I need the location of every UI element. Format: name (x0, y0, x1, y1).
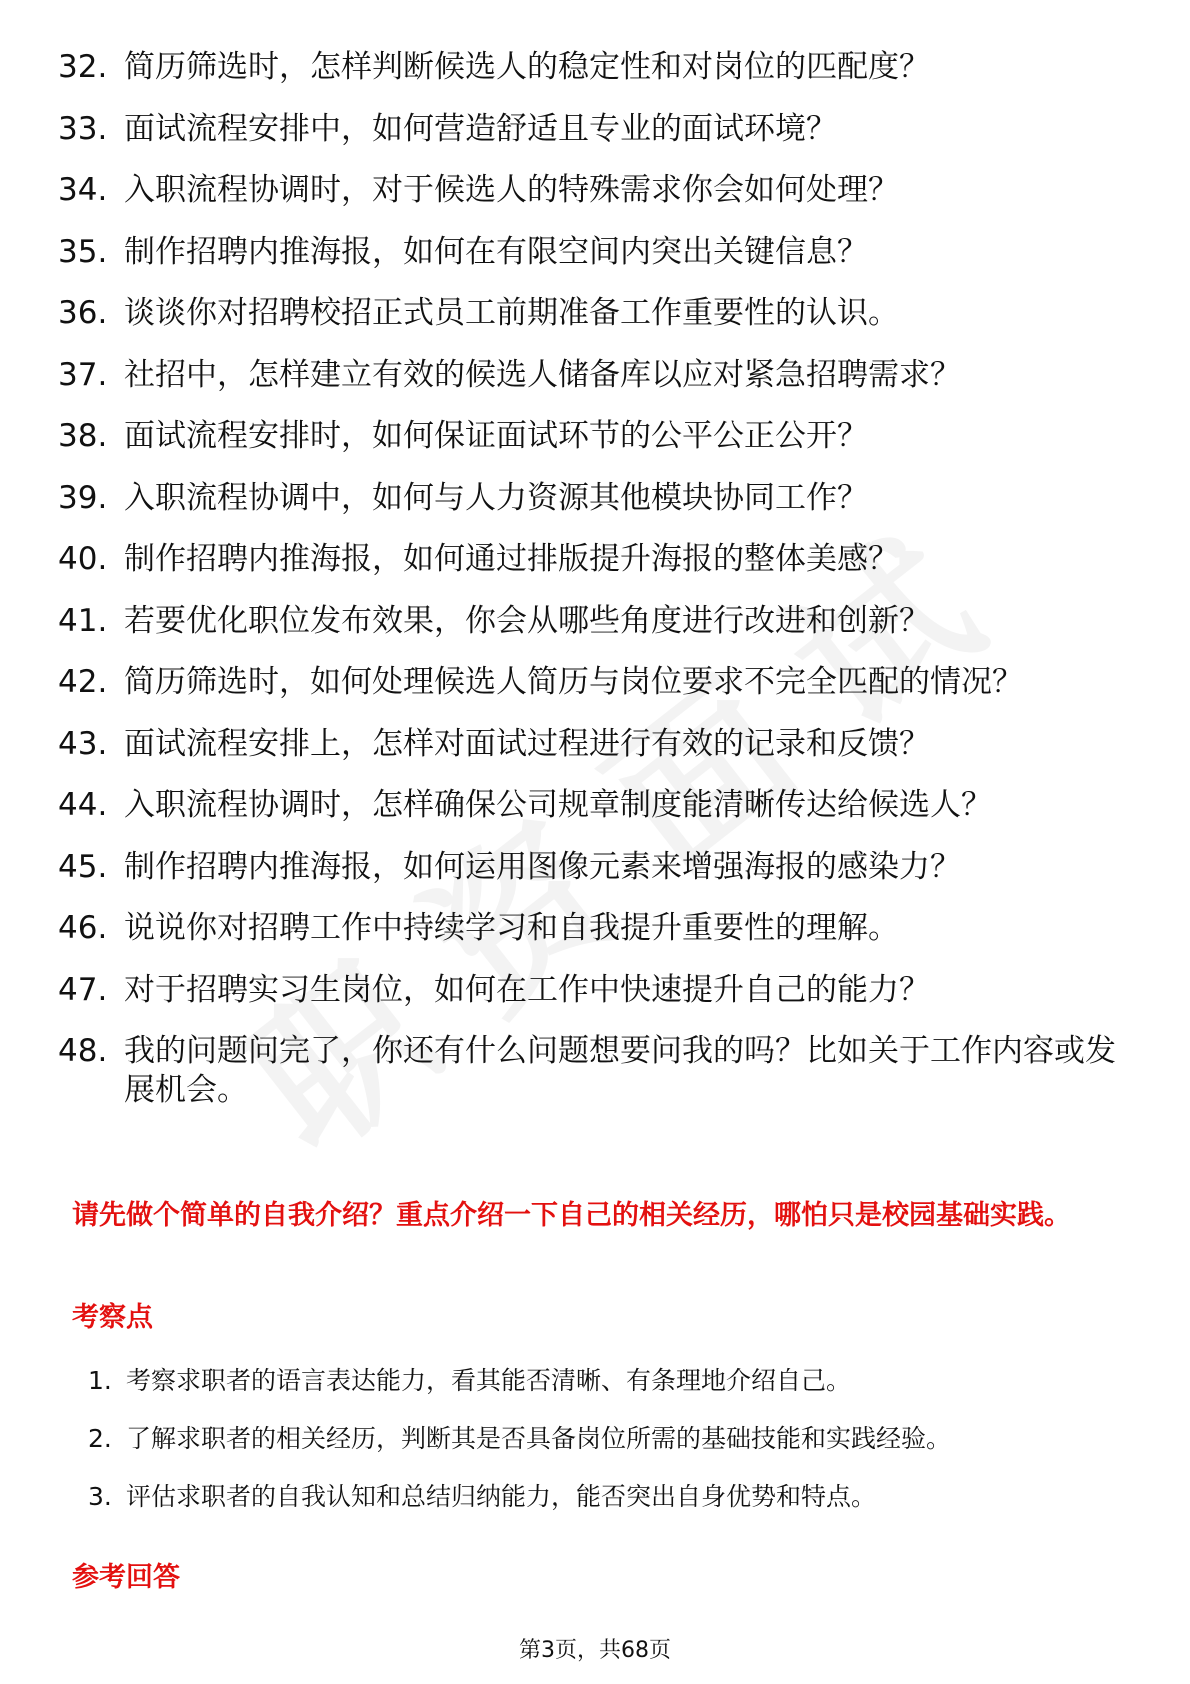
item-text: 面试流程安排时，如何保证面试环节的公平公正公开？ (124, 418, 868, 454)
list-item (58, 294, 1118, 333)
item-number: 36. (58, 295, 108, 331)
answer-heading: 参考回答 (72, 1562, 180, 1593)
list-item (58, 540, 1118, 579)
item-number: 42. (58, 664, 108, 700)
list-item (58, 725, 1118, 764)
item-number: 47. (58, 971, 108, 1008)
list-item (58, 971, 1118, 1010)
list-item (58, 786, 1118, 825)
item-number: 33. (58, 110, 108, 147)
list-item (58, 479, 1118, 518)
points-list (88, 1364, 951, 1538)
item-number: 1. (88, 1366, 112, 1395)
item-text: 入职流程协调时，对于候选人的特殊需求你会如何处理？ (124, 172, 899, 208)
item-text: 说说你对招聘工作中持续学习和自我提升重要性的理解。 (124, 910, 899, 946)
item-text: 面试流程安排上，怎样对面试过程进行有效的记录和反馈？ (124, 725, 930, 762)
item-number: 32. (58, 49, 108, 85)
list-item (58, 417, 1118, 456)
item-text: 面试流程安排中，如何营造舒适且专业的面试环境？ (124, 110, 837, 147)
question-list (58, 48, 1118, 1133)
item-number: 35. (58, 233, 108, 270)
list-item (88, 1480, 951, 1514)
item-text: 制作招聘内推海报，如何运用图像元素来增强海报的感染力？ (124, 848, 961, 885)
list-item (88, 1364, 951, 1398)
item-number: 34. (58, 172, 108, 208)
points-heading: 考察点 (72, 1302, 153, 1333)
item-text: 入职流程协调时，怎样确保公司规章制度能清晰传达给候选人？ (124, 787, 992, 823)
item-text: 我的问题问完了，你还有什么问题想要问我的吗？比如关于工作内容或发展机会。 (124, 1033, 1116, 1108)
list-item (58, 602, 1118, 641)
item-text: 制作招聘内推海报，如何通过排版提升海报的整体美感？ (124, 541, 899, 577)
item-text: 谈谈你对招聘校招正式员工前期准备工作重要性的认识。 (124, 295, 899, 331)
item-text: 对于招聘实习生岗位，如何在工作中快速提升自己的能力？ (124, 971, 930, 1008)
list-item (58, 171, 1118, 210)
list-item (58, 909, 1118, 948)
item-number: 2. (88, 1424, 112, 1453)
item-text: 评估求职者的自我认知和总结归纳能力，能否突出自身优势和特点。 (126, 1482, 877, 1511)
list-item (58, 663, 1118, 702)
item-text: 制作招聘内推海报，如何在有限空间内突出关键信息？ (124, 233, 868, 270)
item-text: 入职流程协调中，如何与人力资源其他模块协同工作？ (124, 479, 868, 516)
item-text: 社招中，怎样建立有效的候选人储备库以应对紧急招聘需求？ (124, 356, 961, 393)
item-number: 48. (58, 1033, 108, 1069)
list-item (58, 848, 1118, 887)
list-item (58, 110, 1118, 149)
item-text: 若要优化职位发布效果，你会从哪些角度进行改进和创新？ (124, 602, 930, 639)
list-item (58, 233, 1118, 272)
page-footer: 第3页，共68页 (519, 1638, 671, 1663)
item-number: 44. (58, 787, 108, 823)
item-number: 38. (58, 418, 108, 454)
item-number: 39. (58, 479, 108, 516)
item-number: 41. (58, 602, 108, 639)
list-item (58, 356, 1118, 395)
item-text: 考察求职者的语言表达能力，看其能否清晰、有条理地介绍自己。 (126, 1366, 852, 1395)
list-item (88, 1422, 951, 1456)
item-text: 了解求职者的相关经历，判断其是否具备岗位所需的基础技能和实践经验。 (126, 1424, 952, 1453)
item-number: 3. (88, 1482, 112, 1511)
item-number: 37. (58, 356, 108, 393)
item-text: 简历筛选时，如何处理候选人简历与岗位要求不完全匹配的情况？ (124, 664, 1023, 700)
item-number: 45. (58, 848, 108, 885)
item-number: 43. (58, 725, 108, 762)
list-item (58, 1032, 1118, 1110)
item-text: 简历筛选时，怎样判断候选人的稳定性和对岗位的匹配度？ (124, 49, 930, 85)
list-item (58, 48, 1118, 87)
item-number: 40. (58, 541, 108, 577)
item-number: 46. (58, 910, 108, 946)
section-question-heading: 请先做个简单的自我介绍？重点介绍一下自己的相关经历，哪怕只是校园基础实践。 (72, 1200, 1071, 1231)
